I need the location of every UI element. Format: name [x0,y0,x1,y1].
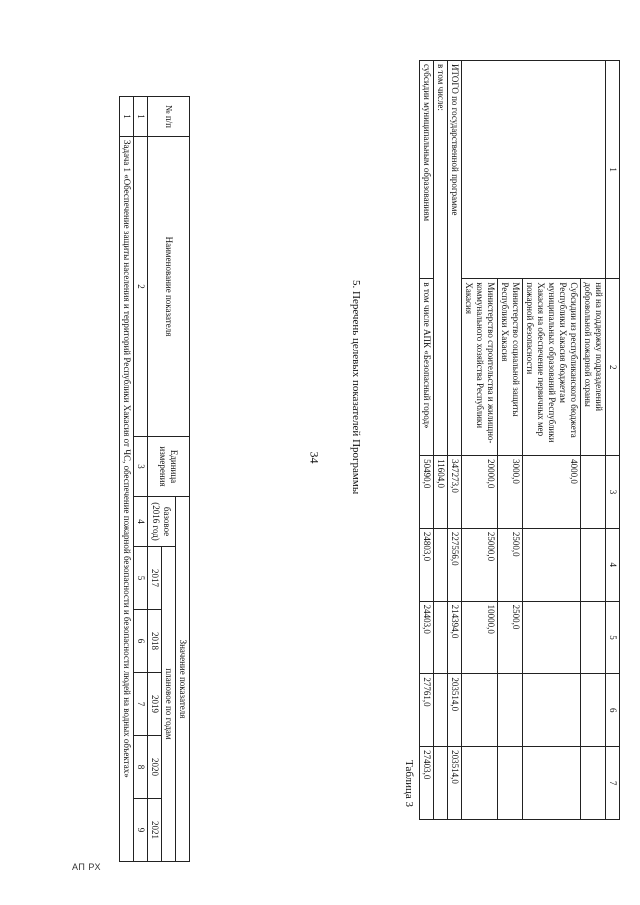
table-cell: 203514,0 [448,674,462,747]
col-num: 1 [134,97,148,137]
table-cell [523,601,581,674]
header-name: Наименование показателя [148,137,190,437]
table-cell: 24403,0 [420,601,434,674]
targets-table [119,96,190,862]
header-year: 2017 [148,547,162,610]
col-num: 7 [134,673,148,736]
col-num: 4 [134,497,148,547]
table-cell: 24803,0 [420,528,434,601]
table-cell [498,674,523,747]
table-cell [581,674,606,747]
table-cell: Министерство социальной защиты Республики Хакасия [498,279,523,456]
col-num: 3 [606,456,620,529]
resource-table [419,60,620,820]
column-number-row [606,61,620,820]
header-base: базовое (2016 год) [148,497,176,547]
section-title: 5. Перечень целевых показателей Программы [350,280,362,495]
col-num: 5 [606,601,620,674]
table-cell [581,528,606,601]
col-num: 4 [606,528,620,601]
table-cell: Субсидии из республиканского бюджета Республики Хакасия бюджетам муниципальных образований Республики Хакасия на обеспечение первичных мер пожарной безопасности [523,279,581,456]
including-row [434,61,448,820]
page-number: 34 [307,451,322,464]
table-cell: 25000,0 [462,528,498,601]
header-num: № п/п [148,97,190,137]
table-cell: 2500,0 [498,528,523,601]
col-num: 1 [606,61,620,279]
table-cell: 227556,0 [448,528,462,601]
col-num: 2 [134,137,148,437]
archive-stamp: АП РХ [72,862,101,872]
table-cell [523,528,581,601]
col-num: 3 [134,437,148,497]
task-num: 1 [120,97,134,137]
table-cell [498,747,523,820]
col-num: 6 [134,610,148,673]
table-cell: 10000,0 [462,601,498,674]
table-caption: Таблица 3 [403,760,415,808]
subsidy-row [420,61,434,820]
total-row [448,61,462,820]
table-cell: Министерство строительства и жилищно-коммунального хозяйства Республики Хакасия [462,279,498,456]
table-cell: 20000,0 [462,456,498,529]
col-num: 9 [134,799,148,862]
table-cell: 3000,0 [498,456,523,529]
header-planned: плановое по годам [162,547,176,862]
table-cell: 27761,0 [420,674,434,747]
table-cell [523,747,581,820]
table-cell [581,456,606,529]
table-cell: 4000,0 [523,456,581,529]
table-cell [581,601,606,674]
table-cell: 50490,0 [420,456,434,529]
rotated-page-content [80,60,620,865]
table-cell: 214394,0 [448,601,462,674]
table-cell [523,674,581,747]
header-year: 2019 [148,673,162,736]
table-cell [462,674,498,747]
including-label: в том числе: [434,61,448,456]
table-cell [462,747,498,820]
table-cell [581,747,606,820]
header-year: 2021 [148,799,162,862]
col-num: 5 [134,547,148,610]
table-cell: 11604,0 [434,456,448,529]
table-cell: 2500,0 [498,601,523,674]
table-row [581,61,606,820]
task-text: Задача 1 «Обеспечение защиты населения и территорий Республики Хакасия от ЧС, обеспечение пожарной безопасности и безопасности людей на водных объектах» [120,137,134,862]
table-cell: 347273,0 [448,456,462,529]
header-year: 2018 [148,610,162,673]
total-label: ИТОГО по государственной программе [448,61,462,456]
task-row [120,97,134,862]
subsidy-label: субсидии муниципальным образованиям [420,61,434,279]
subsidy-sub-label: в том числе АПК «Безопасный город» [420,279,434,456]
col-num: 2 [606,279,620,456]
header-value: Значение показателя [176,497,190,862]
table-cell [462,61,606,279]
header-year: 2020 [148,736,162,799]
column-number-row [134,97,148,862]
header-unit: Единица измерения [148,437,190,497]
col-num: 6 [606,674,620,747]
table-cell: ний на поддержку подразделений добровольной пожарной охраны [581,279,606,456]
table-cell: 203514,0 [448,747,462,820]
col-num: 7 [606,747,620,820]
col-num: 8 [134,736,148,799]
table-cell: 27403,0 [420,747,434,820]
